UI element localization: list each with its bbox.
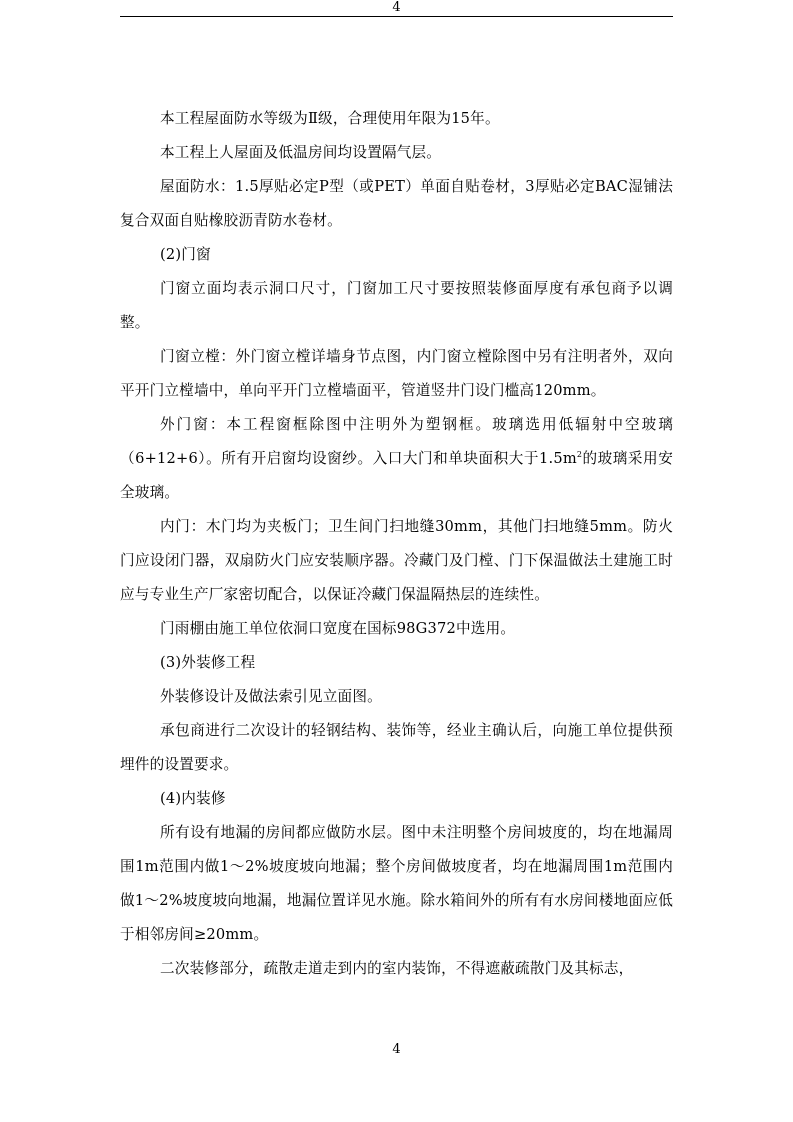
paragraph-roof-grade: 本工程屋面防水等级为Ⅱ级，合理使用年限为15年。 — [160, 110, 500, 127]
section-heading-exterior-finish: (3)外装修工程 — [160, 654, 256, 671]
header-page-number: 4 — [392, 0, 401, 15]
paragraph-door-window-dimensions: 门窗立面均表示洞口尺寸，门窗加工尺寸要按照装修面厚度有承包商予以调整。 — [120, 280, 673, 331]
paragraph-door-canopy: 门雨棚由施工单位依洞口宽度在国标98G372中选用。 — [160, 620, 516, 637]
paragraph-secondary-design: 承包商进行二次设计的轻钢结构、装饰等，经业主确认后，向施工单位提供预埋件的设置要求。 — [120, 722, 673, 773]
exterior-windows-text-cont: 的玻璃采用安全玻璃。 — [120, 450, 673, 501]
section-heading-interior-finish: (4)内装修 — [160, 790, 226, 807]
paragraph-interior-doors: 内门：木门均为夹板门；卫生间门扫地缝30mm，其他门扫地缝5mm。防火门应设闭门器，双扇防火门应安装顺序器。冷藏门及门樘、门下保温做法土建施工时应与专业生产厂家密切配合，以保证冷藏门保温隔热层的连续性。 — [120, 518, 673, 603]
paragraph-vapor-barrier: 本工程上人屋面及低温房间均设置隔气层。 — [160, 144, 442, 161]
paragraph-floor-drains: 所有设有地漏的房间都应做防水层。图中未注明整个房间坡度的，均在地漏周围1m范围内做1～2%坡度坡向地漏；整个房间做坡度者，均在地漏周围1m范围内做1～2%坡度坡向地漏，地漏位置详见水施。除水箱间外的所有有水房间楼地面应低于相邻房间≥20mm。 — [120, 824, 673, 943]
paragraph-secondary-decoration: 二次装修部分，疏散走道走到内的室内装饰，不得遮蔽疏散门及其标志， — [160, 960, 634, 977]
paragraph-roof-waterproofing: 屋面防水：1.5厚贴必定P型（或PET）单面自贴卷材，3厚贴必定BAC湿铺法复合双面自贴橡胶沥青防水卷材。 — [120, 178, 673, 229]
paragraph-exterior-windows — [120, 408, 673, 510]
document-body — [120, 102, 673, 986]
paragraph-door-window-frames: 门窗立樘：外门窗立樘详墙身节点图，内门窗立樘除图中另有注明者外，双向平开门立樘墙中，单向平开门立樘墙面平，管道竖井门设门槛高120mm。 — [120, 348, 673, 399]
exterior-windows-text: 外门窗：本工程窗框除图中注明外为塑钢框。玻璃选用低辐射中空玻璃（6+12+6）。所有开启窗均设窗纱。入口大门和单块面积大于1.5m — [120, 416, 673, 467]
paragraph-exterior-finish-ref: 外装修设计及做法索引见立面图。 — [160, 688, 382, 705]
header-rule — [120, 16, 673, 17]
exterior-windows-superscript: 2 — [576, 450, 583, 460]
section-heading-doors-windows: (2)门窗 — [160, 246, 211, 263]
footer-page-number: 4 — [392, 1042, 401, 1057]
